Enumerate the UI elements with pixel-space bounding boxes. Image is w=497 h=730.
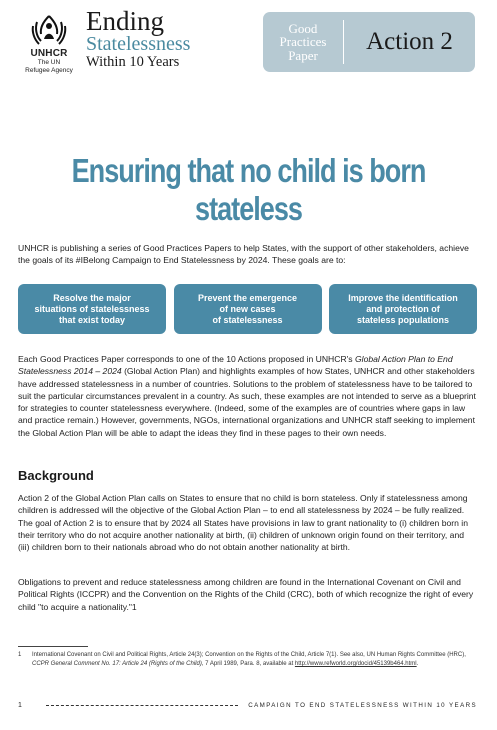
- global-action-plan-title: Global Action Plan to End Statelessness 2014 – 2024: [18, 354, 453, 377]
- goals-row: [18, 284, 477, 334]
- footnote-text: [32, 651, 477, 669]
- overview-paragraph: [18, 353, 477, 439]
- footnote-link[interactable]: http://www.refworld.org/docid/45139b464.html: [294, 661, 417, 667]
- campaign-title-line3: Within 10 Years: [86, 54, 180, 70]
- goal-text: and protection of: [366, 303, 440, 314]
- footnote-text-part: .: [416, 661, 419, 667]
- overview-text: Each Good Practices Paper corresponds to one of the 10 Actions proposed in UNHCR's: [18, 354, 355, 364]
- background-heading: Background: [18, 468, 94, 483]
- footnote-divider: [18, 646, 88, 647]
- goal-text: Improve the identification: [348, 292, 458, 303]
- unhcr-emblem-icon: [31, 12, 67, 46]
- footer-campaign: CAMPAIGN TO END STATELESSNESS WITHIN 10 YEARS: [248, 702, 477, 709]
- intro-paragraph: UNHCR is publishing a series of Good Practices Papers to help States, with the support of other stakeholders, achieve the goals of its #IBelong Campaign to End Statelessness by 2024. These goals are to:: [18, 243, 469, 266]
- goal-box-resolve: [18, 284, 166, 334]
- tag-line1: Good: [288, 20, 318, 36]
- goal-text: of new cases: [219, 303, 276, 314]
- tag-line3: Paper: [288, 47, 318, 63]
- goal-text: Prevent the emergence: [197, 292, 298, 303]
- org-name: UNHCR: [30, 48, 68, 59]
- org-subtitle-line1: The UN: [37, 59, 61, 66]
- org-subtitle: [18, 59, 80, 75]
- footnote-text-part: International Covenant on Civil and Political Rights, Article 24(3); Convention on the Rights of the Child, Article 7(1). See also, UN Human Rights Committee (HRC),: [32, 652, 466, 658]
- overview-text: (Global Action Plan) and highlights examples of how States, UNHCR and other stakeholders have addressed statelessness in a number of countries. Solutions to the problem of statelessness have to be tailored to suit the particular circumstances prevalent in a country. As such, these examples are not intended to serve as a blueprint for strategies to counter statelessness everywhere. (Indeed, some of the examples are of countries where gaps in law and practice remain.) However, governments, NGOs, international organizations and UNHCR staff seeking to implement the Global Action Plan will be able to adapt the ideas they find in these pages to their own needs.: [18, 366, 476, 438]
- page-number: 1: [18, 702, 22, 709]
- page-title: Ensuring that no child is born stateless: [71, 152, 426, 227]
- goal-text: Resolve the major: [53, 292, 131, 303]
- good-practices-label: [263, 22, 343, 63]
- footer-rule: [46, 705, 238, 706]
- unhcr-logo: [18, 12, 80, 75]
- page-footer: [18, 702, 477, 709]
- obligations-paragraph: Obligations to prevent and reduce statelessness among children are found in the International Covenant on Civil and Political Rights (ICCPR) and the Convention on the Rights of the Child (CRC), both of which recognize the right of every child "to acquire a nationality."1: [18, 577, 474, 612]
- campaign-title-line1: Ending: [86, 6, 164, 36]
- footnote: [18, 651, 477, 669]
- background-paragraph: Action 2 of the Global Action Plan calls on States to ensure that no child is born stateless. Only if statelessness among children is addressed will the objective of the Global Action Plan – to end all statelessness by 2024 – be fully realized. The goal of Action 2 is to ensure that by 2024 all States have provisions in law to grant nationality to (i) children born in their territory who do not acquire another nationality at birth, (ii) children of unknown origin found on their territory, and (iii) children born to their nationals abroad who do not obtain another nationality at birth.: [18, 493, 468, 553]
- footnote-number: 1: [18, 652, 22, 658]
- goal-text: situations of statelessness: [34, 303, 150, 314]
- footnote-text-part: , 7 April 1989, Para. 8, available at: [201, 661, 295, 667]
- goal-text: of statelessness: [212, 314, 283, 325]
- footnote-citation-title: CCPR General Comment No. 17: Article 24 (Rights of the Child): [32, 661, 202, 667]
- campaign-title-line2: Statelessness: [86, 33, 191, 55]
- campaign-title: [86, 8, 190, 71]
- tag-line2: Practices: [279, 34, 327, 50]
- action-tag: [263, 12, 475, 72]
- goal-box-improve: [329, 284, 477, 334]
- goal-text: stateless populations: [356, 314, 449, 325]
- goal-box-prevent: [174, 284, 322, 334]
- goal-text: that exist today: [58, 314, 125, 325]
- action-number: Action 2: [366, 28, 453, 55]
- org-subtitle-line2: Refugee Agency: [25, 67, 73, 74]
